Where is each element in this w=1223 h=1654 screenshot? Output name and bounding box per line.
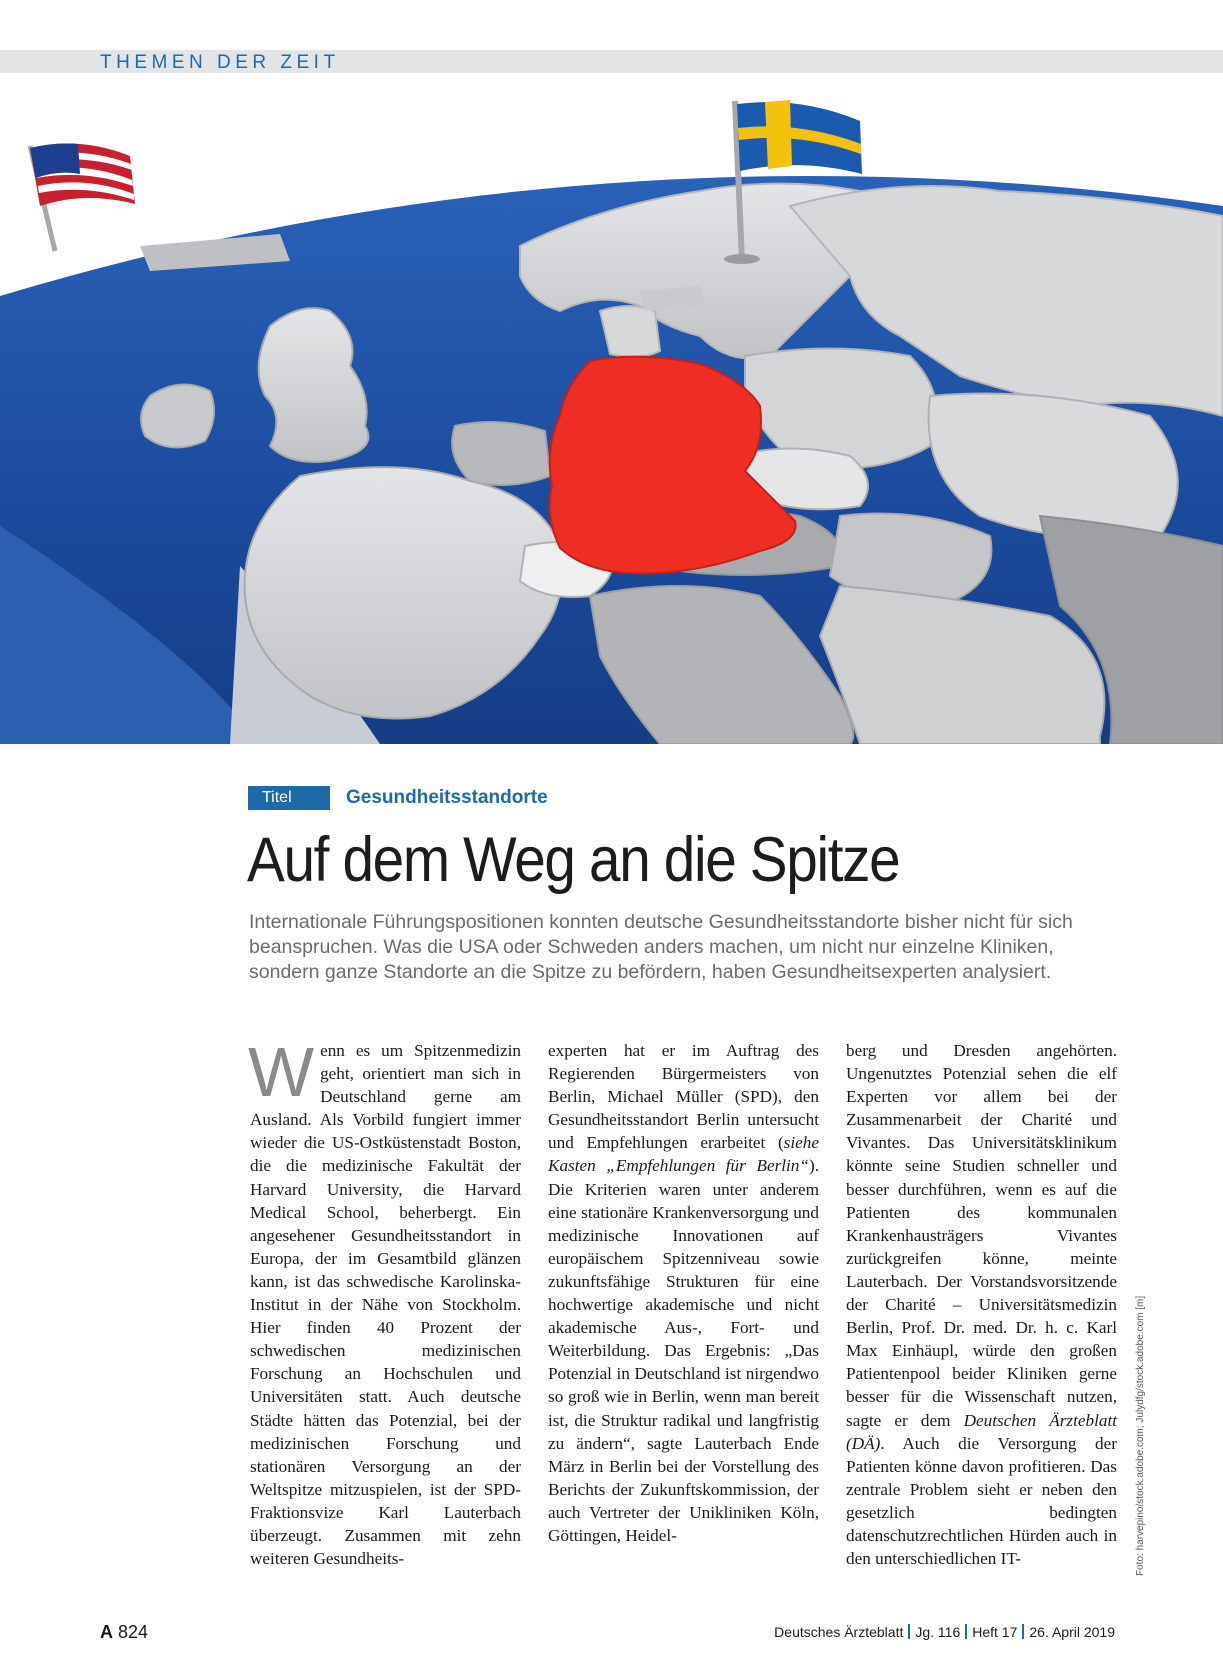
page-number bbox=[100, 1622, 148, 1643]
body-column-3-text-b: . Auch die Versorgung der Patienten könne davon profitieren. Das zentrale Problem sieht er neben den gesetzlich bedingten datenschutzrechtlichen Hürden auch in den unterschiedlichen IT- bbox=[846, 1433, 1117, 1569]
separator bbox=[908, 1624, 910, 1639]
dropcap: W bbox=[248, 1033, 315, 1111]
body-column-1 bbox=[248, 1033, 521, 1570]
body-column-2-text-a: experten hat er im Auftrag des Regierenden Bürgermeisters von Berlin, Michael Müller (SPD), den Gesundheitsstandort Berlin untersucht und Empfehlungen erarbeitet ( bbox=[548, 1041, 819, 1153]
kicker-tag: Titel bbox=[248, 786, 330, 810]
kicker-topic: Gesundheitsstandorte bbox=[346, 787, 548, 808]
flag-usa-icon bbox=[30, 144, 135, 252]
page-prefix: A bbox=[100, 1622, 113, 1642]
lead-paragraph: Internationale Führungspositionen konnten deutsche Gesundheitsstandorte bisher nicht für sich beanspruchen. Was die USA oder Schweden anders machen, um nicht nur einzelne Kliniken, sondern ganze Standorte an die Spitze zu befördern, haben Gesundheitsexperten analysiert. bbox=[249, 911, 1073, 983]
ireland bbox=[141, 385, 214, 448]
hero-image bbox=[0, 96, 1223, 744]
body-column-2 bbox=[548, 1039, 819, 1547]
body-column-2-text-b: ). Die Kriterien waren unter anderem eine stationäre Krankenversorgung und medizinische Innovationen auf europäischem Spitzenniveau sowie zukunftsfähige Strukturen für eine hochwertige akademische und nicht akademische Aus-, Fort- und Weiterbildung. Das Ergebnis: „Das Potenzial in Deutschland ist nirgendwo so groß wie in Berlin, wenn man bereit ist, die Struktur radikal und langfristig zu ändern“, sagte Lauterbach Ende März in Berlin bei der Vorstellung des Berichts der Zukunftskommission, der auch Vertreter der Unikliniken Köln, Göttingen, Heidel- bbox=[548, 1156, 819, 1545]
body-column-3-text-a: berg und Dresden angehörten. Ungenutztes Potenzial sehen die elf Experten vor allem bei der Zusammenarbeit der Charité und Vivantes. Das Universitätsklinikum könnte seine Studien schneller und besser durchführen, wenn es auf die Patienten des kommunalen Krankenhausträgers Vivantes zurückgreifen könne, meinte Lauterbach. Der Vorstandsvorsitzende der Charité – Universitätsmedizin Berlin, Prof. Dr. med. Dr. h. c. Karl Max Einhäupl, würde den großen Patientenpool beider Kliniken gerne besser für die Wissenschaft nutzen, sagte er dem bbox=[846, 1041, 1117, 1430]
denmark bbox=[600, 306, 660, 357]
benelux bbox=[452, 422, 550, 485]
photo-credit: Foto: harvepino/stock.adobe.com; Julydfg/stock.adobe.com [m] bbox=[1135, 1295, 1146, 1576]
footer-info bbox=[774, 1624, 1115, 1640]
body-column-1-text: enn es um Spitzenmedizin geht, orientiert man sich in Deutschland gerne am Ausland. Als Vorbild fungiert immer wieder die US-Ostküstenstadt Boston, die die medizinische Fakultät der Harvard University, die Harvard Medical School, beherbergt. Ein angesehener Gesundheitsstandort in Europa, der im Gesamtbild glänzen kann, ist das schwedische Karolinska-Institut in der Nähe von Stockholm. Hier finden 40 Prozent der schwedischen medizinischen Forschung an Hochschulen und Universitäten statt. Auch deutsche Städte hätten das Potenzial, bei der medizinischen Forschung und stationären Versorgung an der Weltspitze mitzuspielen, ist der SPD-Fraktionsvize Karl Lauterbach überzeugt. Zusammen mit zehn weiteren Gesundheits- bbox=[250, 1041, 521, 1569]
cross-reference: siehe Kasten „Empfehlungen für Berlin“ bbox=[548, 1133, 819, 1176]
europe-globe-illustration bbox=[0, 96, 1223, 744]
separator bbox=[965, 1624, 967, 1639]
issue: Heft 17 bbox=[972, 1624, 1018, 1640]
publication-name: Deutschen Ärzteblatt (DÄ) bbox=[846, 1410, 1117, 1453]
page-number-value: 824 bbox=[118, 1622, 149, 1642]
issue-date: 26. April 2019 bbox=[1029, 1624, 1115, 1640]
journal-name: Deutsches Ärzteblatt bbox=[774, 1624, 904, 1640]
body-column-3 bbox=[846, 1039, 1117, 1570]
volume: Jg. 116 bbox=[915, 1624, 961, 1640]
headline: Auf dem Weg an die Spitze bbox=[247, 825, 900, 895]
separator bbox=[1022, 1624, 1024, 1639]
section-label: THEMEN DER ZEIT bbox=[100, 52, 340, 73]
